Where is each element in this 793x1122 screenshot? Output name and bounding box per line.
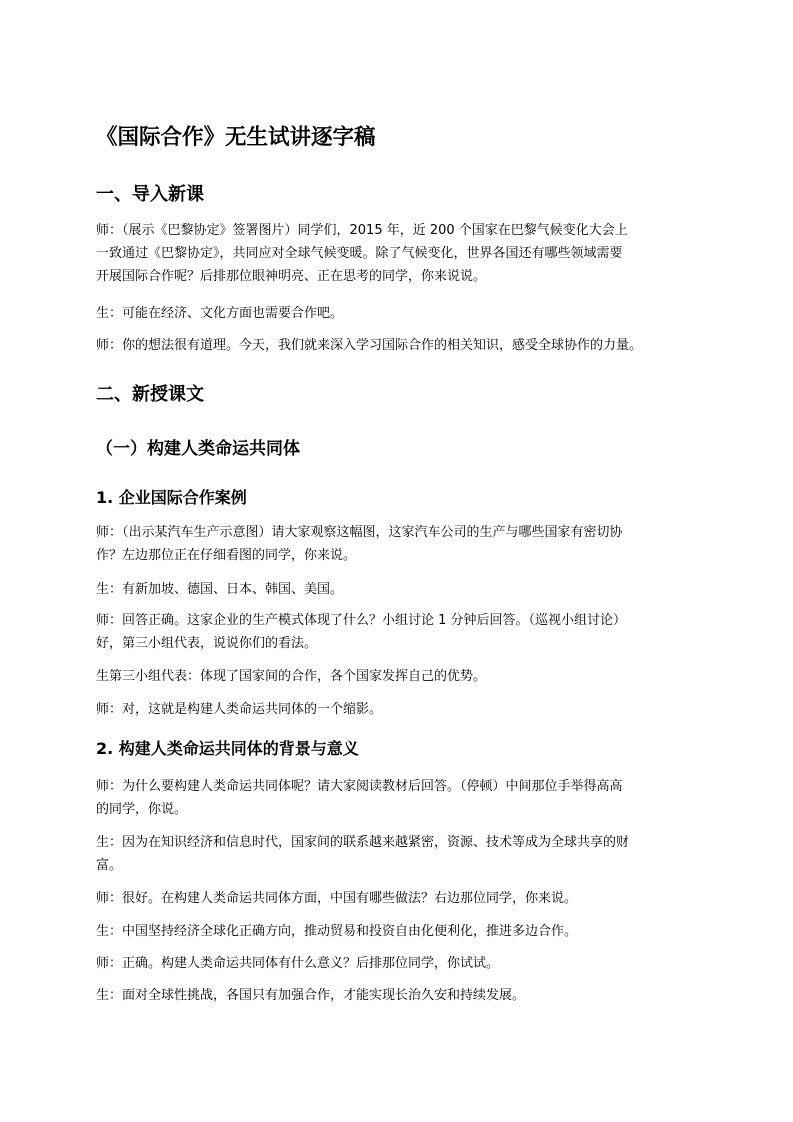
paragraph-line: 师：很好。在构建人类命运共同体方面，中国有哪些做法？右边那位同学，你来说。	[96, 891, 578, 906]
section-heading-new-lesson: 二、新授课文	[96, 384, 204, 405]
paragraph	[96, 984, 702, 1007]
document-title: 《国际合作》无生试讲逐字稿	[96, 125, 376, 150]
paragraph-line: 师：对，这就是构建人类命运共同体的一个缩影。	[96, 702, 383, 717]
paragraph	[96, 698, 702, 721]
paragraph-line: 师：（展示《巴黎协定》签署图片）同学们，2015 年，近 200 个国家在巴黎气候变化大会上	[96, 223, 628, 238]
paragraph-line: 师：为什么要构建人类命运共同体呢？请大家阅读教材后回答。（停顿）中间那位手举得高高	[96, 779, 623, 794]
paragraph	[96, 887, 702, 910]
paragraph-line: 师：你的想法很有道理。今天，我们就来深入学习国际合作的相关知识，感受全球协作的力量。	[96, 338, 643, 353]
paragraph-line: 师：回答正确。这家企业的生产模式体现了什么？小组讨论 1 分钟后回答。（巡视小组讨论）	[96, 613, 627, 628]
paragraph-line: 生：有新加坡、德国、日本、韩国、美国。	[96, 582, 344, 597]
section-heading-intro: 一、导入新课	[96, 184, 204, 205]
paragraph-line: 生第三小组代表：体现了国家间的合作，各个国家发挥自己的优势。	[96, 669, 487, 684]
paragraph-line: 师：正确。构建人类命运共同体有什么意义？后排那位同学，你试试。	[96, 956, 500, 971]
subsection-heading: （一）构建人类命运共同体	[96, 439, 300, 459]
paragraph-line: 师：（出示某汽车生产示意图）请大家观察这幅图，这家汽车公司的生产与哪些国家有密切协	[96, 525, 623, 540]
paragraph-line: 富。	[96, 858, 123, 873]
paragraph	[96, 609, 702, 655]
paragraph-line: 生：面对全球性挑战，各国只有加强合作，才能实现长治久安和持续发展。	[96, 988, 526, 1003]
paragraph-line: 生：因为在知识经济和信息时代，国家间的联系越来越紧密，资源、技术等成为全球共享的财	[96, 835, 630, 850]
paragraph	[96, 952, 702, 975]
paragraph-line: 好，第三小组代表，说说你们的看法。	[96, 636, 318, 651]
subsection-heading-case: 1. 企业国际合作案例	[96, 488, 247, 507]
paragraph	[96, 578, 702, 601]
paragraph	[96, 334, 702, 357]
paragraph	[96, 665, 702, 688]
subsection-heading-background: 2. 构建人类命运共同体的背景与意义	[96, 739, 359, 758]
paragraph	[96, 920, 702, 943]
paragraph-line: 生：可能在经济、文化方面也需要合作吧。	[96, 306, 344, 321]
paragraph-line: 开展国际合作呢？后排那位眼神明亮、正在思考的同学，你来说说。	[96, 269, 487, 284]
paragraph-line: 的同学，你说。	[96, 802, 188, 817]
paragraph-line: 一致通过《巴黎协定》，共同应对全球气候变暖。除了气候变化，世界各国还有哪些领域需要	[96, 246, 623, 261]
paragraph	[96, 521, 702, 567]
paragraph	[96, 775, 702, 821]
paragraph-line: 作？左边那位正在仔细看图的同学，你来说。	[96, 548, 357, 563]
paragraph-line: 生：中国坚持经济全球化正确方向，推动贸易和投资自由化便利化，推进多边合作。	[96, 924, 578, 939]
paragraph	[96, 302, 702, 325]
paragraph	[96, 831, 702, 877]
paragraph	[96, 219, 702, 288]
